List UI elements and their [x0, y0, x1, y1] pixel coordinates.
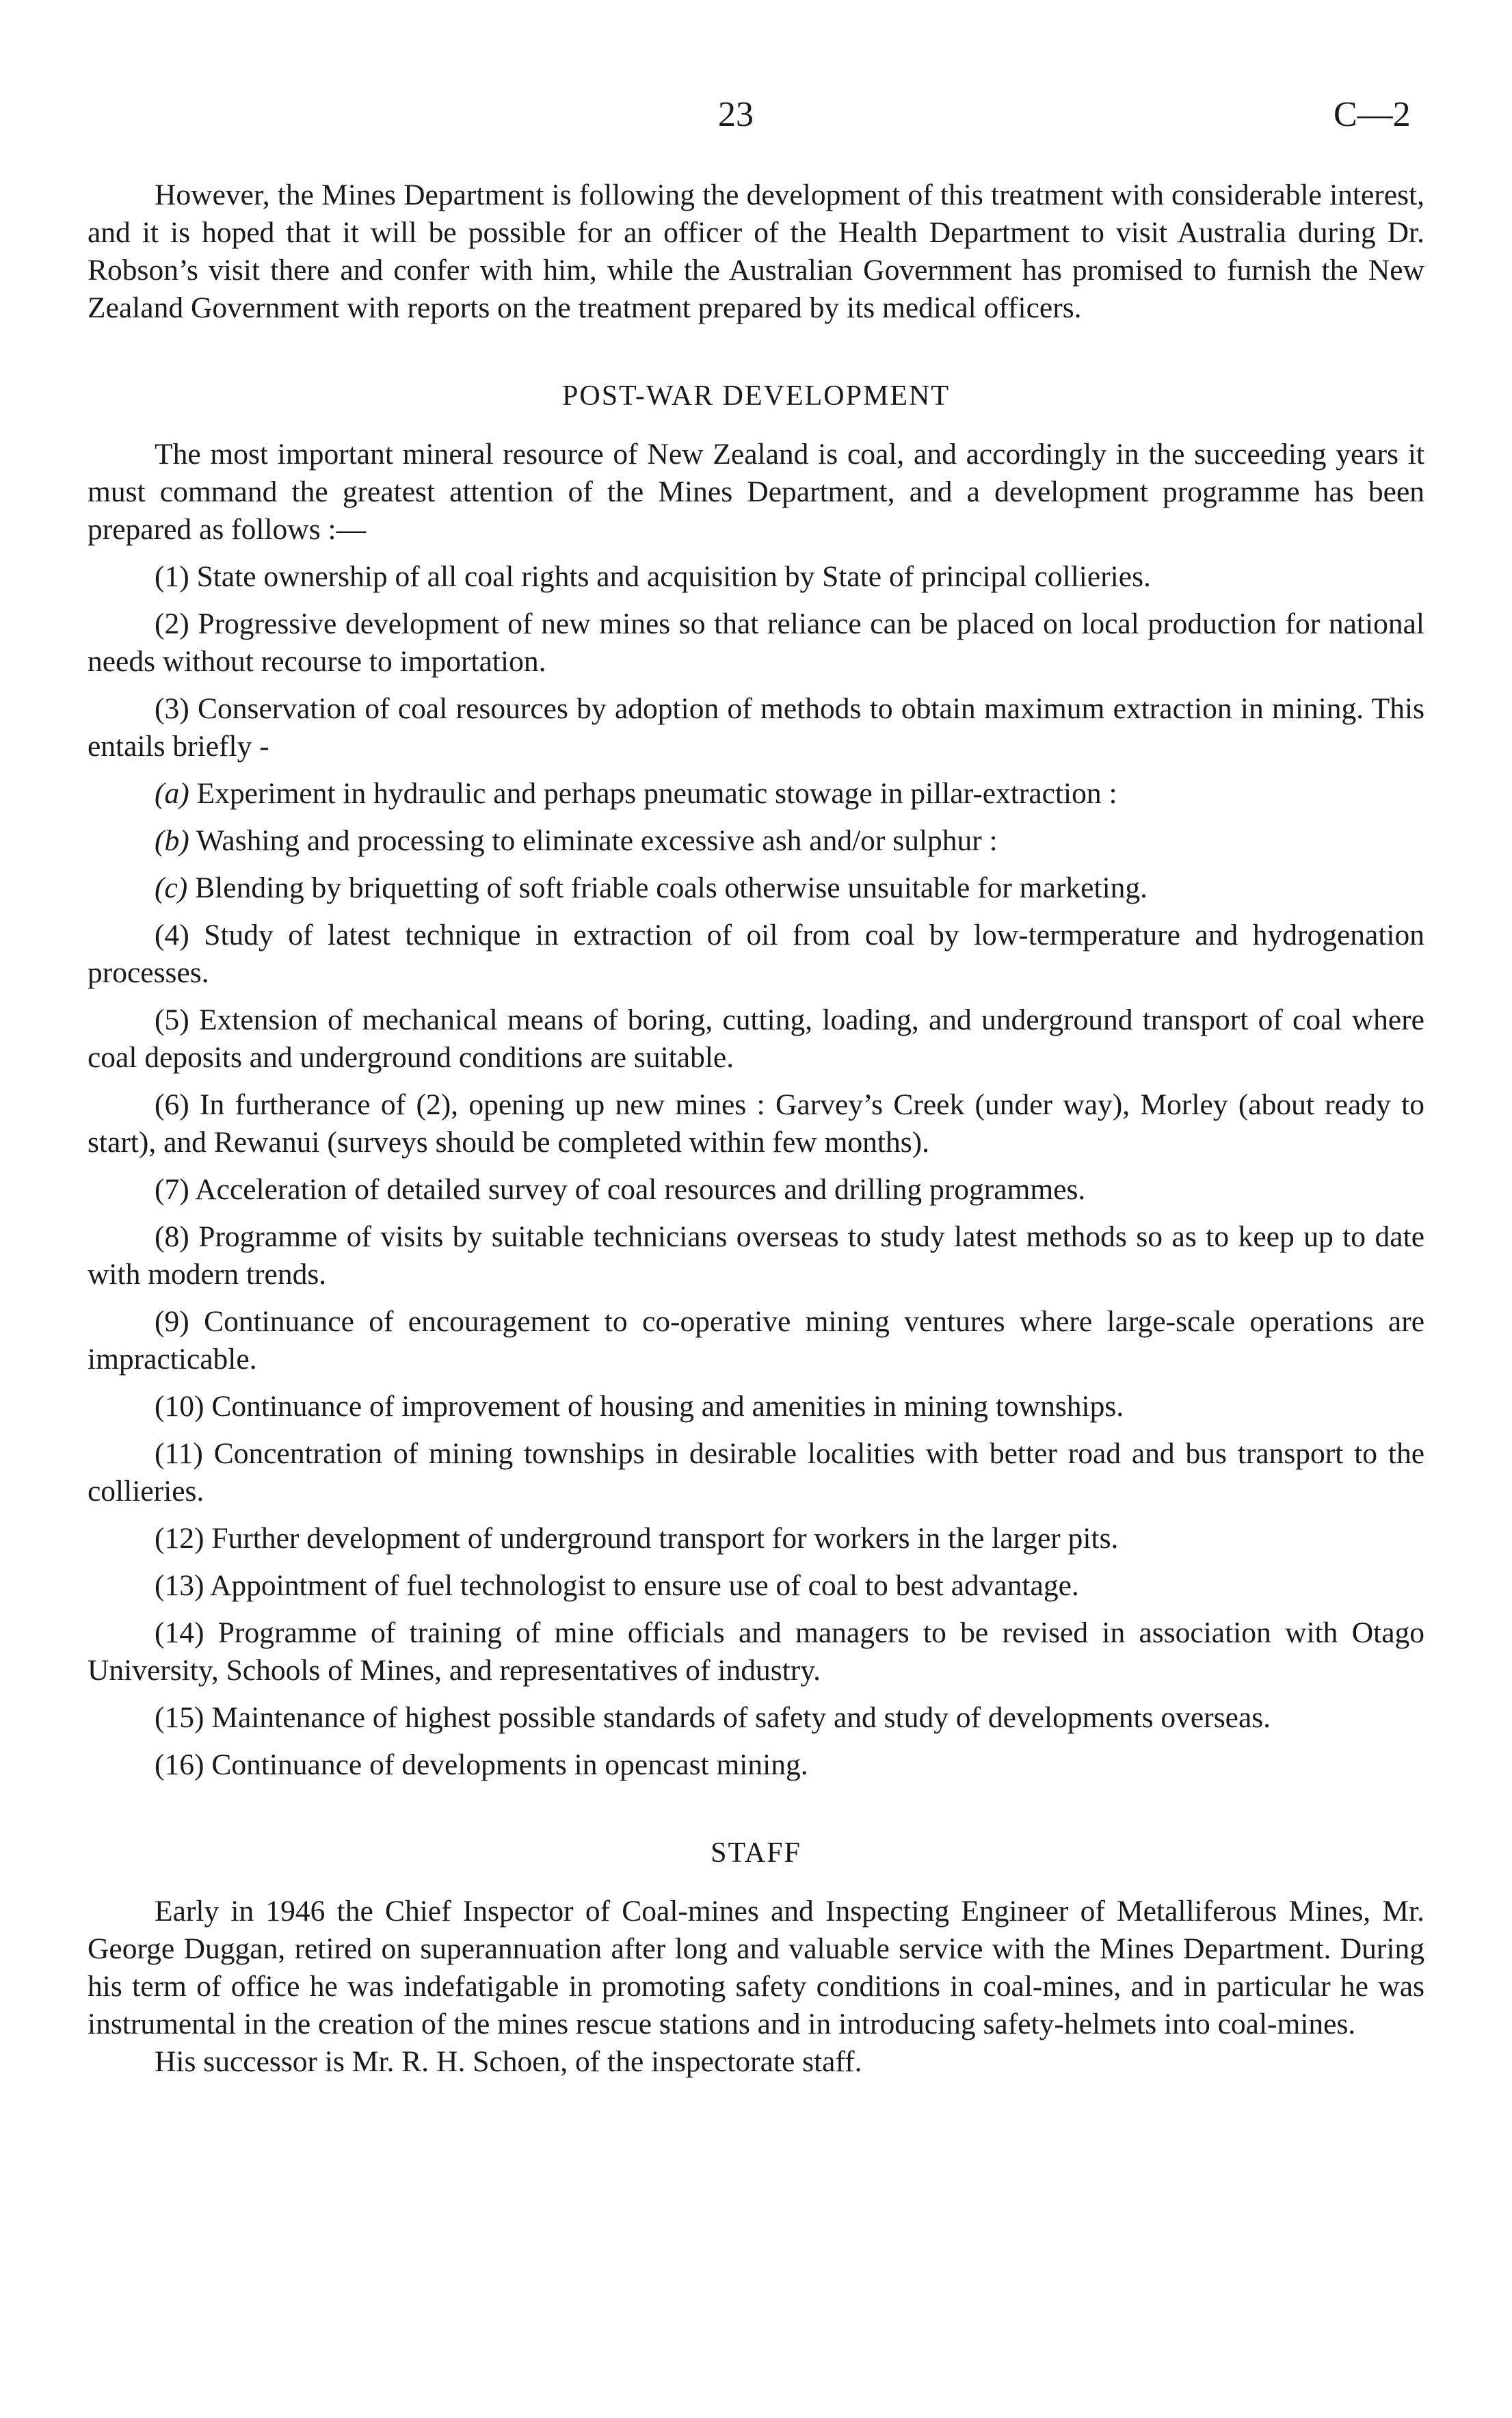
staff-successor: His successor is Mr. R. H. Schoen, of the inspectorate staff.: [155, 2045, 862, 2078]
item-label: (10): [155, 1390, 204, 1423]
item-label: (15): [155, 1701, 204, 1734]
item-label: (2): [155, 607, 189, 640]
item-label: (9): [155, 1305, 189, 1338]
list-item: [88, 1218, 1424, 1293]
item-label: (c): [155, 871, 188, 904]
item-text: Washing and processing to eliminate excessive ash and/or sulphur :: [196, 824, 998, 857]
staff-heading: STAFF: [711, 1837, 801, 1869]
item-text: Continuance of improvement of housing and amenities in mining townships.: [211, 1390, 1124, 1423]
post-war-heading: POST-WAR DEVELOPMENT: [562, 380, 950, 412]
list-item: [88, 690, 1424, 765]
item-text: Concentration of mining townships in desirable localities with better road and bus transport to the collieries.: [88, 1437, 1424, 1508]
list-item: [88, 1567, 1424, 1605]
list-subitem: [88, 775, 1424, 813]
item-label: (7): [155, 1173, 189, 1206]
list-item: [88, 605, 1424, 681]
document-reference: C—2: [1334, 95, 1411, 134]
item-text: Extension of mechanical means of boring, cutting, loading, and underground transport of coal where coal deposits and underground conditions are suitable.: [88, 1003, 1424, 1074]
list-item: [88, 1086, 1424, 1161]
item-text: Further development of underground transport for workers in the larger pits.: [211, 1522, 1119, 1555]
item-text: In furtherance of (2), opening up new mines : Garvey’s Creek (under way), Morley (about ready to start), and Rewanui (surveys should be completed within few months).: [88, 1088, 1425, 1159]
item-text: Conservation of coal resources by adoption of methods to obtain maximum extraction in mining. This entails briefly -: [88, 692, 1425, 763]
post-war-intro: The most important mineral resource of New Zealand is coal, and accordingly in the succeeding years it must command the greatest attention of the Mines Department, and a development programme has been prepared as follows :—: [88, 438, 1424, 546]
list-item: [88, 1699, 1424, 1737]
programme-list: [88, 558, 1424, 1784]
item-text: Continuance of developments in opencast mining.: [211, 1748, 808, 1781]
item-text: State ownership of all coal rights and acquisition by State of principal collieries.: [196, 560, 1151, 593]
item-text: Study of latest technique in extraction of oil from coal by low-termperature and hydrogenation processes.: [88, 919, 1424, 989]
item-label: (5): [155, 1003, 189, 1036]
item-text: Experiment in hydraulic and perhaps pneumatic stowage in pillar-extraction :: [196, 777, 1117, 810]
item-label: (12): [155, 1522, 204, 1555]
item-text: Progressive development of new mines so that reliance can be placed on local production for national needs without recourse to importation.: [88, 607, 1424, 678]
item-text: Blending by briquetting of soft friable coals otherwise unsuitable for marketing.: [195, 871, 1148, 904]
list-subitem: [88, 822, 1424, 860]
list-item: [88, 1614, 1424, 1690]
item-text: Acceleration of detailed survey of coal resources and drilling programmes.: [195, 1173, 1086, 1206]
item-text: Programme of training of mine officials and managers to be revised in association with Otago University, Schools of Mines, and representatives of industry.: [88, 1616, 1424, 1687]
list-item: [88, 917, 1424, 992]
list-item: [88, 1303, 1424, 1378]
item-label: (3): [155, 692, 189, 725]
list-item: [88, 1520, 1424, 1558]
list-subitem: [88, 869, 1424, 907]
item-label: (14): [155, 1616, 204, 1649]
list-item: [88, 1001, 1424, 1077]
item-label: (13): [155, 1569, 204, 1602]
list-item: [88, 558, 1424, 596]
item-text: Programme of visits by suitable technicians overseas to study latest methods so as to keep up to date with modern trends.: [88, 1220, 1425, 1291]
item-label: (b): [155, 824, 189, 857]
item-label: (4): [155, 919, 189, 951]
page-body: [88, 176, 1424, 2081]
item-text: Continuance of encouragement to co-operative mining ventures where large-scale operations are impracticable.: [88, 1305, 1425, 1376]
item-label: (8): [155, 1220, 189, 1253]
item-text: Appointment of fuel technologist to ensure use of coal to best advantage.: [209, 1569, 1079, 1602]
list-item: [88, 1171, 1424, 1209]
page-header: [0, 88, 1512, 142]
page-number: 23: [718, 95, 754, 134]
list-item: [88, 1388, 1424, 1425]
list-item: [88, 1435, 1424, 1510]
item-label: (11): [155, 1437, 203, 1470]
item-label: (16): [155, 1748, 204, 1781]
item-label: (1): [155, 560, 189, 593]
item-text: Maintenance of highest possible standards of safety and study of developments overseas.: [211, 1701, 1271, 1734]
list-item: [88, 1746, 1424, 1784]
staff-paragraph: Early in 1946 the Chief Inspector of Coal-mines and Inspecting Engineer of Metalliferous Mines, Mr. George Duggan, retired on superannuation after long and valuable service with the Mines Department. During his term of office he was indefatigable in promoting safety conditions in coal-mines, and in particular he was instrumental in the creation of the mines rescue stations and in introducing safety-helmets into coal-mines.: [88, 1895, 1424, 2040]
item-label: (6): [155, 1088, 189, 1121]
item-label: (a): [155, 777, 189, 810]
intro-paragraph: However, the Mines Department is following the development of this treatment with considerable interest, and it is hoped that it will be possible for an officer of the Health Department to visit Australia during Dr. Robson’s visit there and confer with him, while the Australian Government has promised to furnish the New Zealand Government with reports on the treatment prepared by its medical officers.: [88, 179, 1424, 324]
